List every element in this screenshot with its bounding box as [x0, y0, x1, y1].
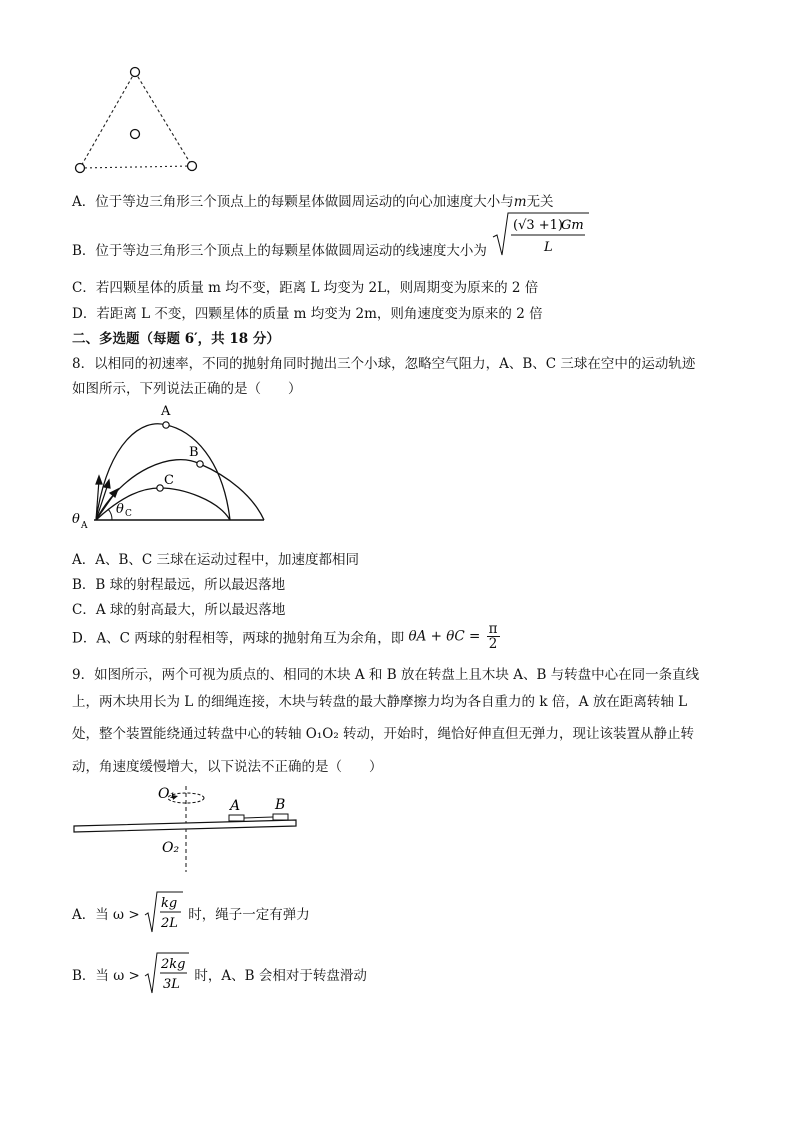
rope — [244, 817, 273, 818]
label-theta-a: θ — [72, 512, 80, 527]
label-block-a: A — [230, 798, 241, 814]
q7-option-d: D．若距离 L 不变，四颗星体的质量 m 均变为 2m，则角速度变为原来的 2 倍 — [72, 306, 543, 322]
q7-option-b: B．位于等边三角形三个顶点上的每颗星体做圆周运动的线速度大小为 (√3 +1) Gm L — [72, 213, 591, 263]
label-block-b: B — [275, 797, 286, 813]
q8-option-d-fraction: $\frac{\pi}{2}$ — [488, 621, 498, 653]
svg-text:kg: kg — [160, 896, 178, 911]
q7-option-b-numerator: (√3 +1) — [513, 218, 564, 233]
block-b — [273, 814, 288, 820]
turntable-figure — [70, 782, 300, 874]
q9-option-a-formula — [144, 889, 184, 935]
label-ball-a: A — [161, 404, 171, 419]
q8-option-c: C．A 球的射高最大，所以最迟落地 — [72, 602, 286, 618]
svg-text:3L: 3L — [163, 977, 181, 992]
four-star-triangle-figure — [70, 62, 205, 180]
star-top — [131, 68, 140, 77]
ball-a — [163, 422, 169, 428]
star-left — [76, 164, 85, 173]
svg-text:2L: 2L — [160, 916, 178, 931]
label-o2: O₂ — [162, 840, 180, 856]
q8-stem-line-2: 如图所示，下列说法正确的是（ ） — [72, 381, 302, 397]
projectile-trajectory-figure — [68, 400, 268, 530]
block-a — [229, 815, 244, 821]
label-ball-b: B — [189, 445, 199, 460]
q8-option-a: A．A、B、C 三球在运动过程中，加速度都相同 — [72, 552, 360, 568]
label-ball-c: C — [164, 473, 174, 488]
q9-stem-line-1: 9．如图所示，两个可视为质点的、相同的木块 A 和 B 放在转盘上且木块 A、B 与转盘中心在同一条直线 — [72, 667, 700, 683]
q9-stem-line-4: 动，角速度缓慢增大，以下说法不正确的是（ ） — [72, 759, 383, 775]
svg-text:2kg: 2kg — [161, 957, 186, 972]
section-multiple-choice-heading: 二、多选题（每题 6′，共 18 分） — [72, 331, 280, 347]
q8-option-b: B．B 球的射程最远，所以最迟落地 — [72, 577, 286, 593]
ball-c — [157, 485, 163, 491]
q7-option-b-denominator: L — [544, 240, 553, 255]
q8-stem-line-1: 8．以相同的初速率，不同的抛射角同时抛出三个小球，忽略空气阻力，A、B、C 三球在空中的运动轨迹 — [72, 356, 696, 372]
label-o1: O₁ — [158, 786, 176, 802]
q7-option-b-formula — [491, 209, 591, 259]
star-right — [188, 162, 197, 171]
q8-option-d-formula: θA + θC = — [408, 628, 481, 645]
q9-option-b-formula — [144, 950, 190, 996]
q9-option-b: B．当 ω > 2kg 3L 时，A、B 会相对于转盘滑动 — [72, 950, 367, 996]
q8-option-d: D．A、C 两球的射程相等，两球的抛射角互为余角，即 θA + θC = $\frac{\pi}{2}$ — [72, 621, 498, 653]
svg-text:Gm: Gm — [561, 218, 584, 233]
q7-option-a: A．位于等边三角形三个顶点上的每颗星体做圆周运动的向心加速度大小与m无关 — [72, 194, 554, 210]
q9-stem-line-3: 处，整个装置能绕通过转盘中心的转轴 O₁O₂ 转动，开始时，绳恰好伸直但无弹力，现让该装置从静止转 — [72, 726, 695, 742]
q9-option-a: A．当 ω > kg 2L 时，绳子一定有弹力 — [72, 889, 310, 935]
star-center — [131, 130, 140, 139]
svg-text:A: A — [81, 521, 88, 530]
label-theta-c: θ — [116, 502, 124, 517]
q7-option-c: C．若四颗星体的质量 m 均不变，距离 L 均变为 2L，则周期变为原来的 2 倍 — [72, 280, 539, 296]
ball-b — [197, 461, 203, 467]
q9-stem-line-2: 上，两木块用长为 L 的细绳连接，木块与转盘的最大静摩擦力均为各自重力的 k 倍，A 放在距离转轴 L — [72, 694, 688, 710]
svg-text:C: C — [125, 509, 132, 519]
